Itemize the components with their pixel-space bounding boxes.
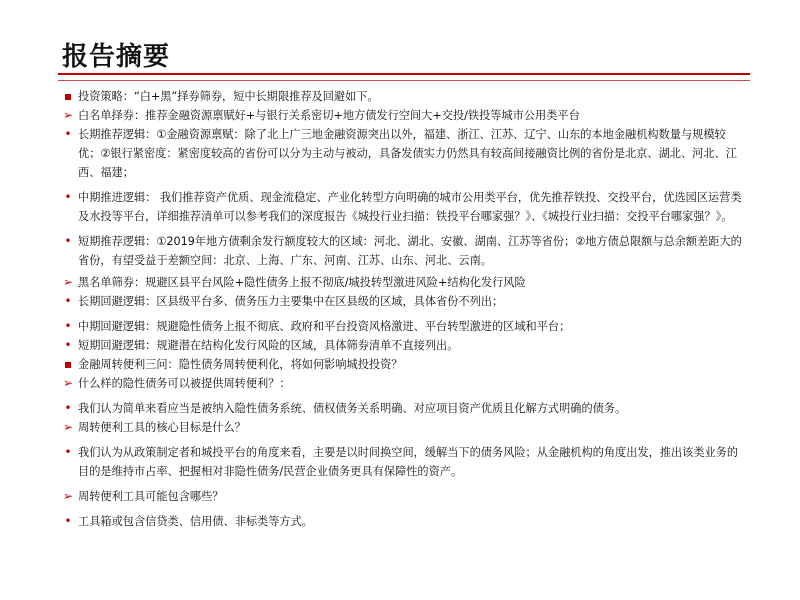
dot-bullet-icon: • [64, 294, 72, 308]
item-text: 金融周转便利三问：隐性债务周转便利化，将如何影响城投投资？ [78, 358, 403, 371]
item-text: 我们认为从政策制定者和城投平台的角度来看，主要是以时间换空间，缓解当下的债务风险；从金融机构的角度出发，推出该类业务的目的是维持市占率、把握相对非隐性债务/民营企业债务更具有保障性的资产。 [78, 446, 739, 478]
arrow-bullet-icon: ➢ [62, 489, 74, 503]
list-item [60, 418, 744, 437]
list-item [60, 336, 744, 355]
arrow-bullet-icon: ➢ [62, 420, 74, 434]
list-item [60, 443, 744, 481]
list-item [60, 512, 744, 531]
list-item [60, 106, 744, 125]
square-bullet-icon [60, 355, 76, 374]
dot-bullet-icon: • [64, 319, 72, 333]
item-text: 中期回避逻辑：规避隐性债务上报不彻底、政府和平台投资风格激进、平台转型激进的区域和平台； [78, 320, 571, 333]
item-text: 我们认为简单来看应当是被纳入隐性债务系统、债权债务关系明确、对应项目资产优质且化解方式明确的债务。 [78, 402, 627, 415]
item-text: 短期回避逻辑：规避潜在结构化发行风险的区域，具体筛券清单不直接列出。 [78, 339, 459, 352]
dot-bullet-icon: • [64, 127, 72, 141]
square-bullet-icon [60, 87, 76, 106]
dot-bullet-icon: • [64, 190, 72, 204]
item-text: 什么样的隐性债务可以被提供周转便利？： [78, 377, 291, 390]
dot-bullet-icon: • [64, 234, 72, 248]
arrow-bullet-icon: ➢ [62, 275, 74, 289]
item-text: 周转便利工具可能包含哪些？ [78, 490, 224, 503]
list-item [60, 232, 744, 270]
item-text: 中期推进逻辑： 我们推荐资产优质、现金流稳定、产业化转型方向明确的城市公用类平台，优先推荐铁投、交投平台，优选园区运营类及水投等平台，详细推荐清单可以参考我们的深度报告《城投行业扫描：铁投平台哪家强？》、《城投行业扫描：交投平台哪家强？》。 [78, 191, 742, 223]
dot-bullet-icon: • [64, 401, 72, 415]
list-item [60, 487, 744, 506]
arrow-bullet-icon: ➢ [62, 108, 74, 122]
item-text: 白名单择券：推荐金融资源禀赋好+与银行关系密切+地方债发行空间大+交投/铁投等城市公用类平台 [78, 109, 580, 122]
title-underline-thin [58, 80, 750, 81]
item-text: 工具箱或包含信贷类、信用债、非标类等方式。 [78, 515, 313, 528]
list-item [60, 273, 744, 292]
title-underline [58, 73, 750, 75]
dot-bullet-icon: • [64, 445, 72, 459]
item-text: 黑名单筛券：规避区县平台风险+隐性债务上报不彻底/城投转型激进风险+结构化发行风险 [78, 276, 526, 289]
summary-body [60, 87, 744, 531]
item-text: 短期推荐逻辑：①2019年地方债剩余发行额度较大的区域：河北、湖北、安徽、湖南、江苏等省份；②地方债总限额与总余额差距大的省份，有望受益于差额空间：北京、上海、广东、河南、江苏、山东、河北、云南。 [78, 235, 742, 267]
page-title: 报告摘要 [62, 42, 171, 72]
list-item [60, 87, 744, 106]
item-text: 投资策略：“白+黑”择券筛券，短中长期限推荐及回避如下。 [78, 90, 379, 103]
arrow-bullet-icon: ➢ [62, 376, 74, 390]
item-text: 长期回避逻辑：区县级平台多、债务压力主要集中在区县级的区域，具体省份不列出； [78, 295, 504, 308]
list-item [60, 355, 744, 374]
dot-bullet-icon: • [64, 514, 72, 528]
item-text: 周转便利工具的核心目标是什么？ [78, 421, 246, 434]
dot-bullet-icon: • [64, 338, 72, 352]
item-text: 长期推荐逻辑：①金融资源禀赋：除了北上广三地金融资源突出以外，福建、浙江、江苏、辽宁、山东的本地金融机构数量与规模较优；②银行紧密度：紧密度较高的省份可以分为主动与被动，具备发债实力仍然具有较高间接融资比例的省份是北京、湖北、河北、江西、福建； [78, 128, 737, 179]
list-item [60, 188, 744, 226]
list-item [60, 292, 744, 311]
list-item [60, 399, 744, 418]
list-item [60, 317, 744, 336]
list-item [60, 374, 744, 393]
list-item [60, 125, 744, 182]
